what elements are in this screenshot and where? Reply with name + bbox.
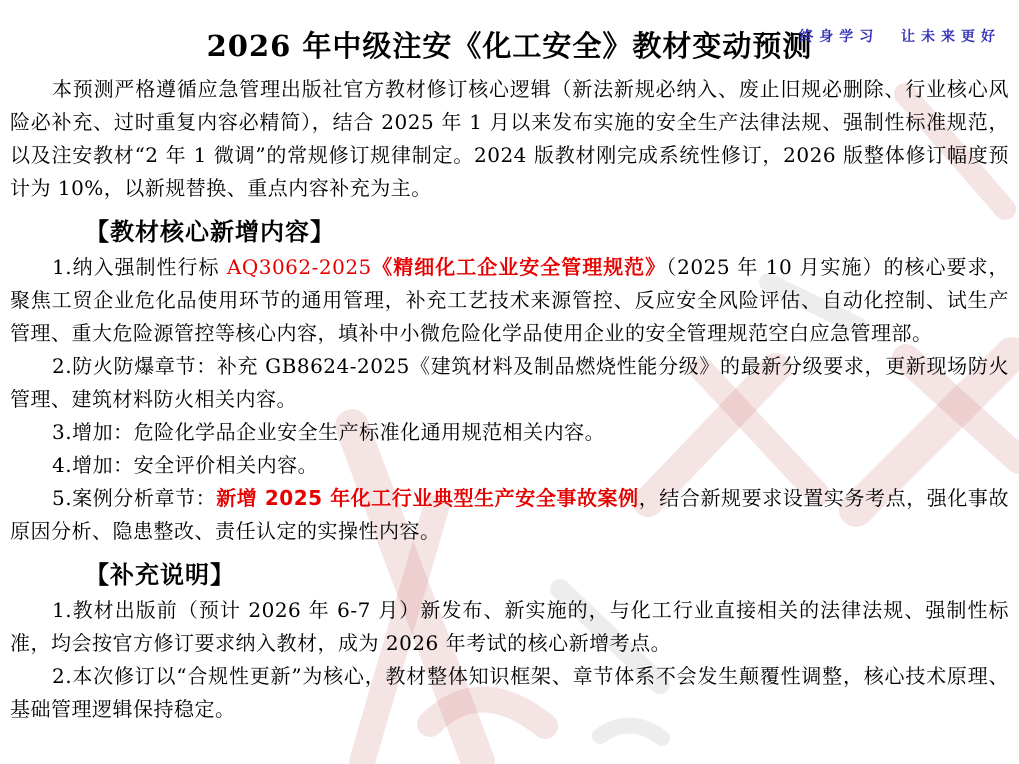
text-segment: 1.教材出版前（预计 2026 年 6-7 月）新发布、新实施的，与化工行业直接相关的法律法规、强制性标准，均会按官方修订要求纳入教材，成为 2026 年考试的核心新增考点。 [10,598,1009,655]
text-segment: （2025 年 10 月实施）的核心要求，聚焦工贸企业危化品使用环节的通用管理，补充工艺技术来源管控、反应安全风险评估、自动化控制、试生产管理、重大危险源管控等核心内容，填补中小微危险化学品使用企业的安全管理规范空白应急管理部。 [10,255,1009,345]
text-segment: 新增 2025 年化工行业典型生产安全事故案例 [216,486,639,510]
list-item [10,251,1009,350]
list-item [10,350,1009,416]
sections-container [10,212,1009,726]
section-heading: 【补充说明】 [85,561,235,589]
text-segment: AQ3062-2025 [226,255,372,279]
text-segment: ，结合新规要求设置实务考点，强化事故原因分析、隐患整改、责任认定的实操性内容。 [10,486,1009,543]
text-segment: 5.案例分析章节： [52,486,217,510]
intro-paragraph: 本预测严格遵循应急管理出版社官方教材修订核心逻辑（新法新规必纳入、废止旧规必删除、行业核心风险必补充、过时重复内容必精简），结合 2025 年 1 月以来发布实施的安全生产法律法规、强制性标准规范，以及注安教材“2 年 1 微调”的常规修订规律制定。2024 版教材刚完成系统性修订，2026 版整体修订幅度预计为 10%，以新规替换、重点内容补充为主。 [10,77,1009,200]
list-item [10,660,1009,726]
list-item [10,482,1009,548]
text-segment: 1.纳入强制性行标 [52,255,227,279]
text-segment: 2.本次修订以“合规性更新”为核心，教材整体知识框架、章节体系不会发生颠覆性调整，核心技术原理、基础管理逻辑保持稳定。 [10,664,1009,721]
slogan-text: 终身学习 让未来更好 [799,29,1001,45]
page-title: 2026 年中级注安《化工安全》教材变动预测 [206,29,813,63]
list-item [10,416,1009,449]
list-item [10,449,1009,482]
list-item [10,594,1009,660]
text-segment: 《精细化工企业安全管理规范》 [371,255,667,279]
text-segment: 3.增加：危险化学品企业安全生产标准化通用规范相关内容。 [52,420,606,444]
text-segment: 4.增加：安全评价相关内容。 [52,453,319,477]
document-page [0,24,1019,726]
section-heading: 【教材核心新增内容】 [85,218,335,246]
text-segment: 2.防火防爆章节：补充 GB8624-2025《建筑材料及制品燃烧性能分级》的最新分级要求，更新现场防火管理、建筑材料防火相关内容。 [10,354,1009,411]
